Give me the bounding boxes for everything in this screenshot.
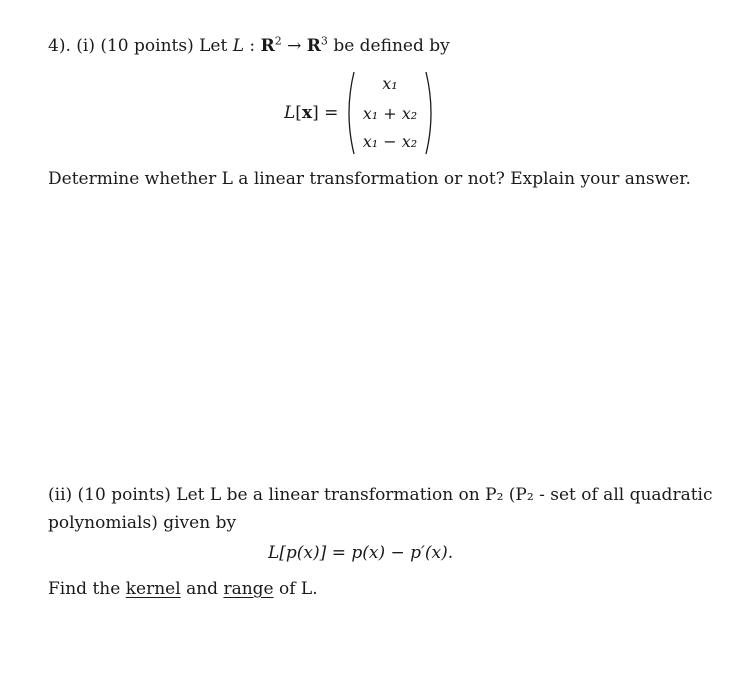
find-prefix: Find the (48, 579, 121, 599)
domain-space: R (260, 36, 275, 56)
part-ii-line-1: (ii) (10 points) Let L be a linear transformation on P₂ (P₂ - set of all quadratic (48, 485, 713, 505)
part-ii-formula: L[p(x)] = p(x) − p′(x). (268, 543, 454, 563)
lhs-vector: x (301, 103, 313, 123)
codomain-dim: 3 (320, 34, 328, 48)
domain-dim: 2 (274, 34, 282, 48)
equation-lhs (284, 102, 338, 124)
codomain-space: R (306, 36, 321, 56)
part-ii-find-line (48, 578, 318, 600)
column-vector (344, 70, 436, 156)
matrix-row-2: x₁ + x₂ (362, 104, 418, 123)
lhs-map: L (284, 103, 296, 123)
part-i-question: Determine whether L a linear transformation or not? Explain your answer. (48, 169, 691, 189)
kernel-word: kernel (125, 579, 181, 599)
map-name: L (232, 36, 245, 56)
range-word: range (223, 579, 274, 599)
equals-sign: = (324, 103, 339, 123)
part-i-label: 4). (i) (10 points) Let (48, 36, 228, 56)
lhs-open: [ (295, 103, 302, 123)
colon: : (249, 36, 256, 56)
arrow: → (287, 36, 302, 56)
lhs-close: ] (312, 103, 319, 123)
part-i-heading (48, 35, 450, 57)
find-suffix: of L. (279, 579, 318, 599)
and-word: and (186, 579, 219, 599)
defined-by-text: be defined by (333, 36, 450, 56)
matrix-row-1: x₁ (382, 74, 398, 93)
matrix-row-3: x₁ − x₂ (362, 132, 418, 151)
part-ii-line-2: polynomials) given by (48, 513, 237, 533)
